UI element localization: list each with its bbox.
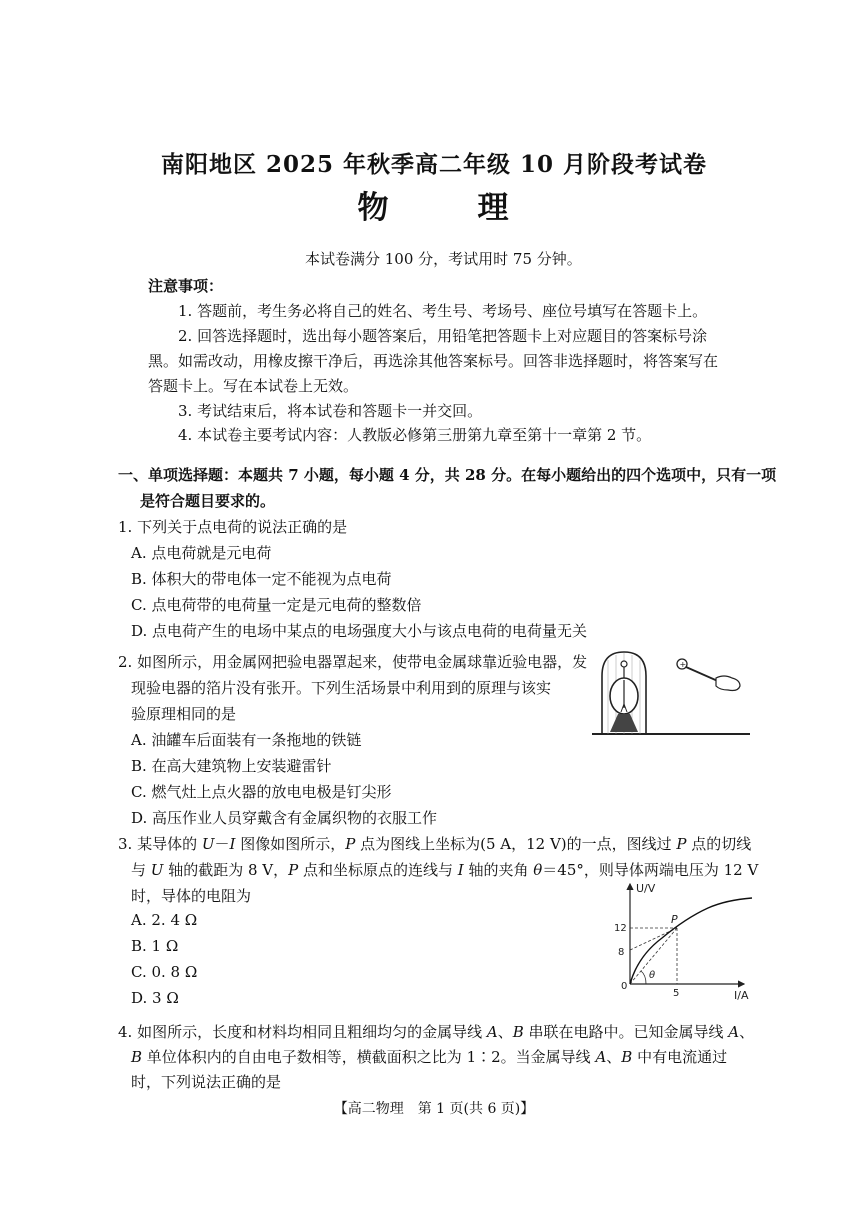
q3-option-d: D. 3 Ω xyxy=(131,989,179,1007)
theta-arc xyxy=(641,971,646,984)
q2-option-a: A. 油罐车后面装有一条拖地的铁链 xyxy=(131,731,362,749)
exam-info: 本试卷满分 100 分，考试用时 75 分钟。 xyxy=(305,250,582,268)
q1-option-b: B. 体积大的带电体一定不能视为点电荷 xyxy=(131,570,392,588)
q4-stem-2: B 单位体积内的自由电子数相等，横截面积之比为 1∶2。当金属导线 A、B 中有电流通过 xyxy=(131,1048,728,1066)
q3-option-b: B. 1 Ω xyxy=(131,937,179,955)
q1-option-d: D. 点电荷产生的电场中某点的电场强度大小与该点电荷的电荷量无关 xyxy=(131,622,588,640)
section-heading: 一、单项选择题：本题共 7 小题，每小题 4 分，共 28 分。在每小题给出的四个选项中，只有一项 xyxy=(118,466,777,484)
exam-title: 南阳地区 2025 年秋季高二年级 10 月阶段考试卷 xyxy=(160,151,708,178)
tick-12: 12 xyxy=(614,923,627,934)
q2-option-b: B. 在高大建筑物上安装避雷针 xyxy=(131,757,332,775)
q1-option-a: A. 点电荷就是元电荷 xyxy=(131,544,272,562)
q4-stem-1: 4. 如图所示，长度和材料均相同且粗细均匀的金属导线 A、B 串联在电路中。已知金属导线 A、 xyxy=(118,1023,755,1041)
electroscope-figure xyxy=(590,648,752,742)
notice-item-3: 3. 考试结束后，将本试卷和答题卡一并交回。 xyxy=(178,402,483,420)
q3-option-c: C. 0. 8 Ω xyxy=(131,963,198,981)
i-axis-label: I/A xyxy=(734,989,749,1002)
notice-item-2-cont2: 答题卡上。写在本试卷上无效。 xyxy=(148,377,359,395)
hand-icon xyxy=(716,676,740,691)
q2-option-d: D. 高压作业人员穿戴含有金属织物的衣服工作 xyxy=(131,809,438,827)
tick-5: 5 xyxy=(673,988,680,999)
notice-item-2: 2. 回答选择题时，选出每小题答案后，用铅笔把答题卡上对应题目的答案标号涂 xyxy=(178,327,708,345)
subject-char-1: 物 xyxy=(357,190,391,226)
insulating-rod xyxy=(686,667,720,682)
q4-stem-3: 时，下列说法正确的是 xyxy=(131,1073,282,1091)
q2-stem-1: 2. 如图所示，用金属网把验电器罩起来，使带电金属球靠近验电器，发 xyxy=(118,653,588,671)
section-heading-cont: 是符合题目要求的。 xyxy=(140,492,276,510)
q1-stem: 1. 下列关于点电荷的说法正确的是 xyxy=(118,518,348,536)
q1-option-c: C. 点电荷带的电荷量一定是元电荷的整数倍 xyxy=(131,596,422,614)
subject-char-2: 理 xyxy=(477,190,511,226)
q3-stem-2: 与 U 轴的截距为 8 V，P 点和坐标原点的连线与 I 轴的夹角 θ＝45°，则导体两端电压为 12 V xyxy=(131,861,759,879)
u-i-graph xyxy=(606,878,756,1004)
electroscope-knob xyxy=(621,661,627,667)
q2-stem-3: 验原理相同的是 xyxy=(131,705,237,723)
q3-stem-1: 3. 某导体的 U－I 图像如图所示，P 点为图线上坐标为(5 A，12 V)的一点，图线过 P 点的切线 xyxy=(118,835,752,853)
q2-option-c: C. 燃气灶上点火器的放电电极是钉尖形 xyxy=(131,783,392,801)
q2-stem-2: 现验电器的箔片没有张开。下列生活场景中利用到的原理与该实 xyxy=(131,679,552,697)
q3-option-a: A. 2. 4 Ω xyxy=(131,911,198,929)
page-footer: 【高二物理 第 1 页(共 6 页)】 xyxy=(333,1101,535,1117)
notice-item-1: 1. 答题前，考生务必将自己的姓名、考生号、考场号、座位号填写在答题卡上。 xyxy=(178,302,708,320)
u-axis-label: U/V xyxy=(636,882,656,895)
electroscope-base xyxy=(610,714,638,732)
notice-item-4: 4. 本试卷主要考试内容：人教版必修第三册第九章至第十一章第 2 节。 xyxy=(178,426,652,444)
theta-label: θ xyxy=(649,970,656,981)
q3-stem-3: 时，导体的电阻为 xyxy=(131,887,252,905)
tick-8: 8 xyxy=(618,947,625,958)
origin-label: 0 xyxy=(621,981,628,992)
notice-item-2-cont: 黑。如需改动，用橡皮擦干净后，再选涂其他答案标号。回答非选择题时，将答案写在 xyxy=(148,352,719,370)
point-p-label: P xyxy=(671,913,678,926)
svg-text:+: + xyxy=(679,660,687,669)
notice-heading: 注意事项： xyxy=(148,277,224,295)
